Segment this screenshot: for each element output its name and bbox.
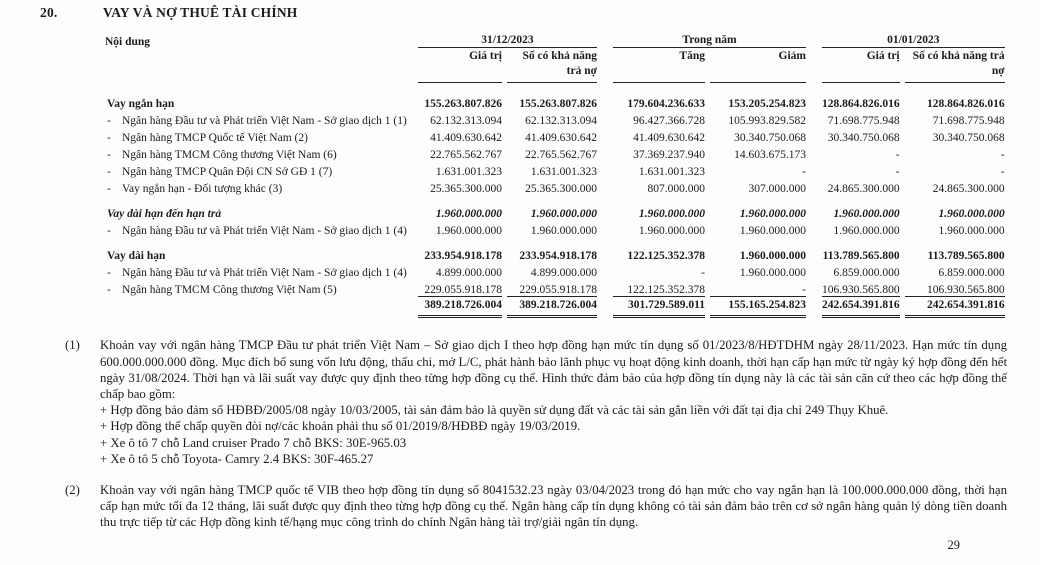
column-gap (811, 279, 817, 296)
cell-value: 41.409.630.642 (430, 131, 502, 144)
cell-value: 30.340.750.068 (734, 131, 806, 144)
row-label-text: Ngân hàng TMCM Công thương Việt Nam (5) (122, 283, 337, 296)
cell-value: - (701, 266, 705, 279)
cell-value: - (895, 165, 900, 178)
column-gap (602, 178, 608, 195)
cell-value: 71.698.775.948 (827, 114, 900, 127)
row-label-text: Ngân hàng TMCM Công thương Việt Nam (6) (122, 148, 337, 161)
cell-value: 229.055.918.178 (519, 283, 597, 296)
page-number: 29 (947, 538, 960, 552)
cell-value: 71.698.775.948 (932, 114, 1005, 127)
cell-value: 155.263.807.826 (519, 97, 597, 110)
table-row (105, 195, 1005, 220)
row-label-text: Ngân hàng TMCP Quốc tế Việt Nam (2) (122, 131, 308, 144)
cell-value: 30.340.750.068 (827, 131, 900, 144)
footnote (65, 337, 1007, 467)
dash-bullet: - (107, 131, 111, 144)
column-gap (602, 279, 608, 296)
cell-value: 105.993.829.582 (728, 114, 806, 127)
cell-value: 233.954.918.178 (424, 249, 502, 262)
cell-value: 30.340.750.068 (932, 131, 1005, 144)
column-gap (811, 161, 817, 178)
cell-value: 41.409.630.642 (525, 131, 597, 144)
column-header-giam: Giảm (710, 48, 806, 83)
row-label (105, 178, 413, 195)
row-label (105, 195, 413, 220)
loans-and-finance-lease-table (100, 34, 1010, 318)
cell-value: 1.960.000.000 (435, 207, 502, 220)
column-gap (602, 262, 608, 279)
cell-value: - (1000, 148, 1005, 161)
cell-value: 113.789.565.800 (822, 249, 900, 262)
table-row (105, 220, 1005, 237)
dash-bullet: - (107, 114, 111, 127)
cell-value: 122.125.352.378 (627, 283, 705, 296)
row-label-text: Ngân hàng Đầu tư và Phát triển Việt Nam - Sở giao dịch 1 (1) (122, 114, 407, 127)
cell-value: 62.132.313.094 (430, 114, 502, 127)
row-label (105, 144, 413, 161)
table-row (105, 262, 1005, 279)
table-row (105, 237, 1005, 262)
cell-value: 1.631.001.323 (638, 165, 705, 178)
row-label-text: Ngân hàng Đầu tư và Phát triển Việt Nam - Sở giao dịch 1 (4) (122, 224, 407, 237)
footnote-text: Khoản vay với ngân hàng TMCP quốc tế VIB theo hợp đồng tín dụng số 8041532.23 ngày 03/04/2023 trong đó hạn mức cho vay ngắn hạn là 100.000.000.000 đồng, thời hạn cấp hạn mức tối đa 12 tháng, lãi suất được quy định theo từng hợp đồng cụ thể. Ngân hàng cấp tín dụng không có tài sản đảm bảo trên cơ sở ngân hàng quản lý dòng tiền doanh thu trực tiếp từ các Hợp đồng kinh tế/hạng mục công trình do chính Ngân hàng tài trợ/giải ngân tín dụng. (100, 482, 1007, 530)
cell-value: 96.427.366.728 (633, 114, 705, 127)
cell-value: 1.960.000.000 (530, 207, 597, 220)
column-group-31-12-2023: 31/12/2023 (418, 34, 597, 48)
row-label-text: Vay ngắn hạn (107, 97, 175, 110)
cell-value: - (1000, 165, 1005, 178)
column-gap (811, 34, 817, 83)
column-gap (811, 237, 817, 262)
footnote-bullet: + Hợp đồng bảo đảm số HĐBĐ/2005/08 ngày 10/03/2005, tài sản đảm bảo là quyền sử dụng đất và các tài sản gắn liền với đất tại địa chỉ 249 Thụy Khuê. (100, 403, 889, 418)
section-number: 20. (40, 5, 58, 20)
cell-value: 307.000.000 (748, 182, 806, 195)
dash-bullet: - (107, 148, 111, 161)
cell-value: 155.263.807.826 (424, 97, 502, 110)
cell-value: 106.930.565.800 (822, 283, 900, 296)
cell-value: 25.365.300.000 (430, 182, 502, 195)
cell-value: 233.954.918.178 (519, 249, 597, 262)
cell-value: 1.960.000.000 (938, 207, 1005, 220)
dash-bullet: - (107, 182, 111, 195)
column-gap (602, 195, 608, 220)
total-value: 389.218.726.004 (507, 296, 597, 319)
row-label (105, 279, 413, 296)
column-header-noi-dung: Nội dung (105, 36, 151, 48)
row-label (105, 262, 413, 279)
table-row (105, 161, 1005, 178)
cell-value: 153.205.254.823 (728, 97, 806, 110)
row-label-text: Ngân hàng Đầu tư và Phát triển Việt Nam - Sở giao dịch 1 (4) (122, 266, 407, 279)
cell-value: 1.960.000.000 (739, 224, 806, 237)
cell-value: 24.865.300.000 (932, 182, 1005, 195)
column-gap (602, 83, 608, 110)
cell-value: 1.631.001.323 (530, 165, 597, 178)
column-gap (811, 144, 817, 161)
row-label (105, 296, 413, 319)
total-value: 301.729.589.011 (613, 296, 705, 319)
footnote-bullet: + Xe ô tô 5 chỗ Toyota- Camry 2.4 BKS: 30F-465.27 (100, 451, 374, 466)
cell-value: 1.960.000.000 (638, 224, 705, 237)
row-label (105, 83, 413, 110)
column-gap (811, 83, 817, 110)
dash-bullet: - (107, 266, 111, 279)
column-group-01-01-2023: 01/01/2023 (822, 34, 1005, 48)
cell-value: 1.960.000.000 (739, 207, 806, 220)
footnote-body (100, 337, 1007, 467)
total-value: 155.165.254.823 (710, 296, 806, 319)
column-header-gia-tri: Giá trị (822, 48, 900, 83)
column-gap (811, 220, 817, 237)
cell-value: 113.789.565.800 (927, 249, 1005, 262)
cell-value: 1.960.000.000 (833, 224, 900, 237)
footnote-bullet: + Xe ô tô 7 chỗ Land cruiser Prado 7 chỗ BKS: 30E-965.03 (100, 435, 407, 450)
column-gap (602, 237, 608, 262)
header-group-row (105, 34, 1005, 48)
loans-table-body (105, 83, 1005, 319)
table-row (105, 144, 1005, 161)
dash-bullet: - (107, 224, 111, 237)
table-row (105, 127, 1005, 144)
cell-value: 1.960.000.000 (435, 224, 502, 237)
table-row (105, 110, 1005, 127)
column-gap (602, 144, 608, 161)
footnote-bullet: + Hợp đồng thế chấp quyền đòi nợ/các khoản phải thu số 01/2019/8/HĐBĐ ngày 19/03/2019. (100, 419, 581, 434)
cell-value: 4.899.000.000 (435, 266, 502, 279)
column-group-trong-nam: Trong năm (613, 34, 806, 48)
dash-bullet: - (107, 283, 111, 296)
column-gap (811, 195, 817, 220)
cell-value: 122.125.352.378 (627, 249, 705, 262)
cell-value: 22.765.562.767 (430, 148, 502, 161)
row-label-text: Vay ngắn hạn - Đối tượng khác (3) (122, 182, 283, 195)
table-row (105, 178, 1005, 195)
cell-value: - (895, 148, 900, 161)
cell-value: 1.960.000.000 (739, 249, 806, 262)
column-gap (602, 110, 608, 127)
row-label-text: Vay dài hạn đến hạn trả (107, 207, 222, 220)
footnote (65, 482, 1007, 531)
section-title: VAY VÀ NỢ THUÊ TÀI CHÍNH (103, 5, 298, 20)
cell-value: - (802, 283, 806, 296)
column-header-gia-tri: Giá trị (418, 48, 502, 83)
column-gap (811, 110, 817, 127)
row-label (105, 161, 413, 178)
column-header-tang: Tăng (613, 48, 705, 83)
row-label-text: Vay dài hạn (107, 249, 166, 262)
column-gap (602, 34, 608, 83)
cell-value: 1.960.000.000 (833, 207, 900, 220)
column-gap (811, 178, 817, 195)
cell-value: 128.864.826.016 (822, 97, 900, 110)
column-header-so-co-kha-nang-tra-no: Số có khả năng trả nợ (905, 48, 1005, 83)
total-value: 242.654.391.816 (822, 296, 900, 319)
cell-value: 1.960.000.000 (530, 224, 597, 237)
dash-bullet: - (107, 165, 111, 178)
column-gap (811, 127, 817, 144)
cell-value: 37.369.237.940 (633, 148, 705, 161)
cell-value: 4.899.000.000 (530, 266, 597, 279)
table-row (105, 83, 1005, 110)
cell-value: 25.365.300.000 (525, 182, 597, 195)
cell-value: 807.000.000 (647, 182, 705, 195)
cell-value: 106.930.565.800 (927, 283, 1005, 296)
total-value: 389.218.726.004 (418, 296, 502, 319)
section-heading (0, 0, 1040, 21)
cell-value: 128.864.826.016 (927, 97, 1005, 110)
cell-value: 24.865.300.000 (827, 182, 900, 195)
footnote-marker: (1) (65, 338, 80, 353)
cell-value: 6.859.000.000 (833, 266, 900, 279)
cell-value: 6.859.000.000 (938, 266, 1005, 279)
column-gap (602, 220, 608, 237)
footnotes-section (0, 337, 1040, 530)
footnote-marker: (2) (65, 482, 80, 497)
column-gap (811, 296, 817, 319)
cell-value: 14.603.675.173 (734, 148, 806, 161)
row-label (105, 110, 413, 127)
table-row (105, 296, 1005, 319)
cell-value: 1.960.000.000 (638, 207, 705, 220)
cell-value: - (802, 165, 806, 178)
row-label-text: Ngân hàng TMCP Quân Đội CN Sở GĐ 1 (7) (122, 165, 333, 178)
total-value: 242.654.391.816 (905, 296, 1005, 319)
column-gap (602, 127, 608, 144)
cell-value: 179.604.236.633 (627, 97, 705, 110)
row-label (105, 127, 413, 144)
column-gap (602, 161, 608, 178)
column-gap (811, 262, 817, 279)
cell-value: 1.631.001.323 (435, 165, 502, 178)
table-row (105, 279, 1005, 296)
cell-value: 1.960.000.000 (938, 224, 1005, 237)
row-label (105, 237, 413, 262)
cell-value: 229.055.918.178 (424, 283, 502, 296)
cell-value: 62.132.313.094 (525, 114, 597, 127)
footnote-body (100, 482, 1007, 531)
column-header-so-co-kha-nang-tra-no: Số có khả năng trả nợ (507, 48, 597, 83)
row-label (105, 220, 413, 237)
cell-value: 22.765.562.767 (525, 148, 597, 161)
column-gap (602, 296, 608, 319)
cell-value: 1.960.000.000 (739, 266, 806, 279)
cell-value: 41.409.630.642 (633, 131, 705, 144)
footnote-text: Khoản vay với ngân hàng TMCP Đầu tư phát triển Việt Nam – Sở giao dịch I theo hợp đồng hạn mức tín dụng số 01/2023/8/HĐTDHM ngày 28/11/2023. Hạn mức tín dụng 600.000.000.000 đồng. Mục đích bổ sung vốn lưu động, thấu chi, mở L/C, phát hành bảo lãnh phục vụ hoạt động kinh doanh, thời hạn cấp hạn mức từ ngày ký hợp đồng đến hết ngày 31/08/2024. Thời hạn và lãi suất vay được quy định theo từng hợp đồng cụ thể. Hình thức đảm bảo của hợp đồng tín dụng này là các tài sản căn cứ theo các hợp đồng thế chấp bao gồm: (100, 338, 1007, 401)
